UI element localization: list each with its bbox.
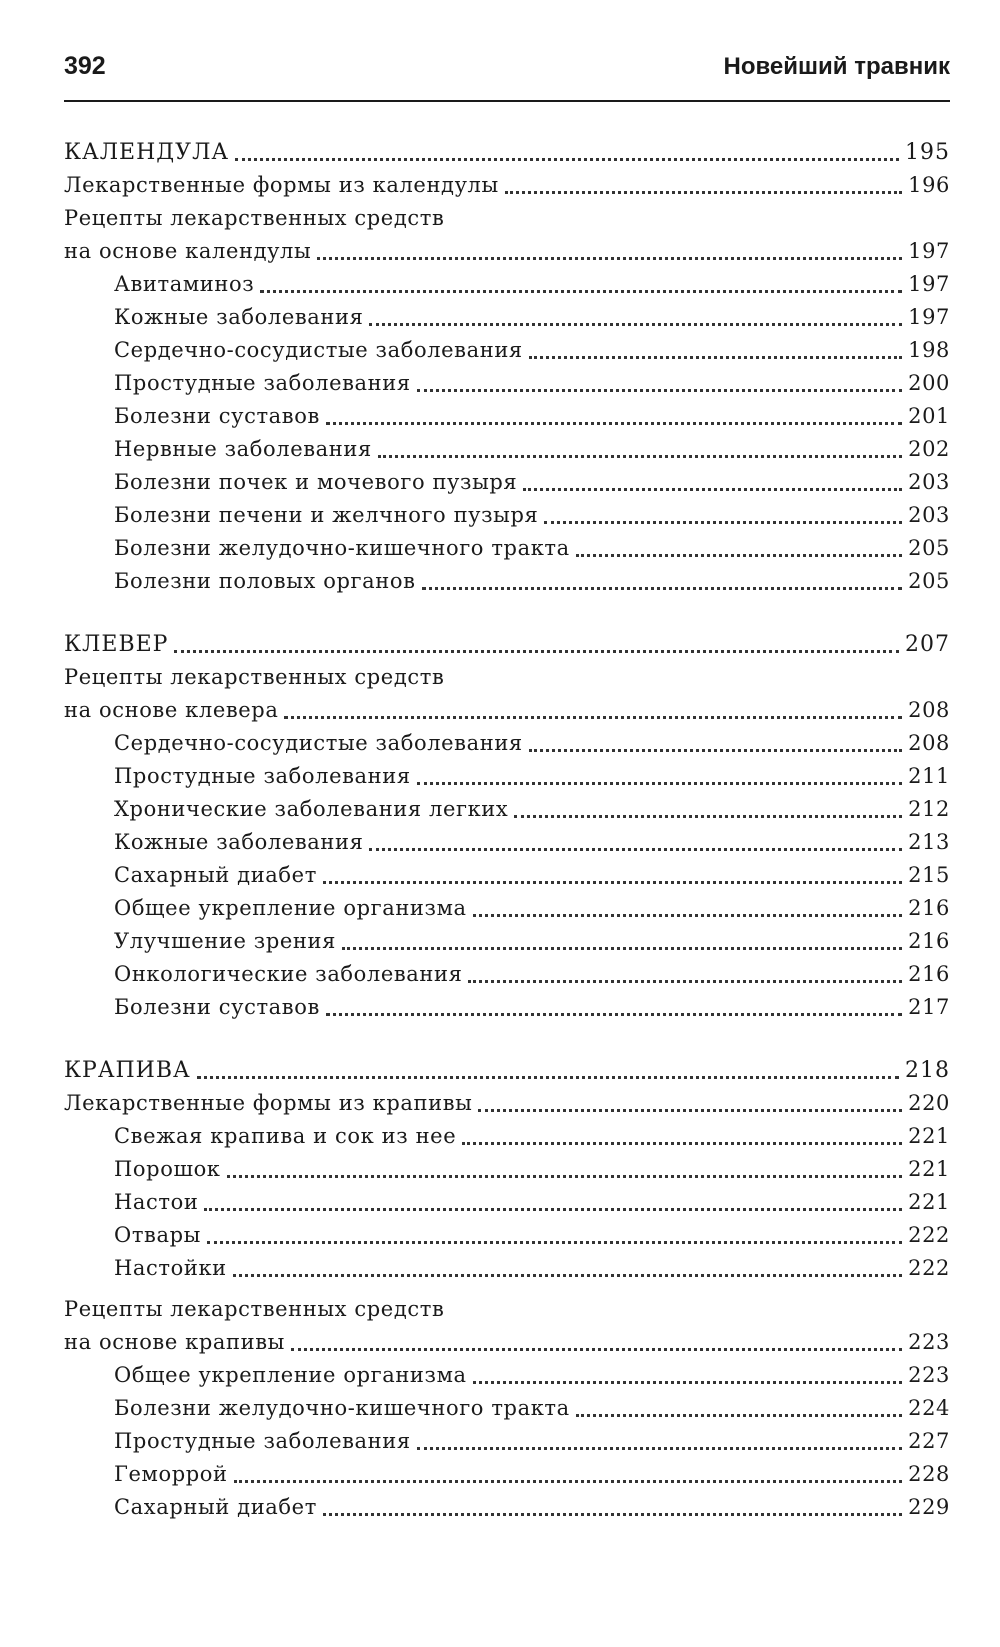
leader-dots [576,1414,902,1417]
toc-subentry[interactable] [64,565,950,598]
leader-dots [369,848,902,851]
toc-page-number: 200 [908,371,950,395]
toc-page-number: 205 [908,536,950,560]
toc-subentry-title: Кожные заболевания [114,305,364,329]
toc-subentry-title: Общее укрепление организма [114,896,467,920]
toc-subentry[interactable] [64,532,950,565]
toc-page-number: 220 [908,1091,950,1115]
toc-subentry[interactable] [64,1186,950,1219]
leader-dots [204,1208,902,1211]
toc-page-number: 221 [908,1190,950,1214]
toc-subentry[interactable] [64,466,950,499]
toc-page-number: 228 [908,1462,950,1486]
toc-page-number: 223 [908,1330,950,1354]
leader-dots [523,488,902,491]
toc-page-number: 195 [905,140,950,165]
toc-subentry[interactable] [64,1392,950,1425]
toc-chapter[interactable] [64,136,950,169]
toc-page-number: 198 [908,338,950,362]
leader-dots [422,587,902,590]
toc-subentry-title: Простудные заболевания [114,764,411,788]
toc-subentry[interactable] [64,334,950,367]
toc-page-number: 215 [908,863,950,887]
leader-dots [291,1348,902,1351]
leader-dots [473,1381,902,1384]
toc-subentry-title: Геморрой [114,1462,228,1486]
leader-dots [323,1513,902,1516]
toc-entry[interactable] [64,1326,950,1359]
toc-page-number: 224 [908,1396,950,1420]
toc-page-number: 216 [908,896,950,920]
toc-page-number: 211 [908,764,950,788]
toc-page-number: 207 [905,632,950,657]
running-header [64,52,950,81]
leader-dots [207,1241,902,1244]
table-of-contents [64,136,950,1548]
toc-entry-title-line2: на основе крапивы [64,1330,285,1354]
leader-dots [317,257,902,260]
toc-subentry[interactable] [64,301,950,334]
toc-entry-title-line1[interactable]: Рецепты лекарственных средств [64,206,445,230]
toc-subentry[interactable] [64,1219,950,1252]
toc-subentry[interactable] [64,1359,950,1392]
toc-page-number: 223 [908,1363,950,1387]
leader-dots [473,914,902,917]
toc-subentry-title: Порошок [114,1157,221,1181]
toc-subentry-title: Сердечно-сосудистые заболевания [114,731,523,755]
leader-dots [235,158,899,161]
leader-dots [529,749,902,752]
leader-dots [544,521,902,524]
toc-subentry[interactable] [64,1458,950,1491]
leader-dots [417,389,902,392]
toc-subentry[interactable] [64,1252,950,1285]
toc-entry[interactable] [64,235,950,268]
toc-subentry[interactable] [64,760,950,793]
toc-entry-title: Лекарственные формы из крапивы [64,1091,473,1115]
toc-subentry-title: Нервные заболевания [114,437,372,461]
toc-entry-title: Лекарственные формы из календулы [64,173,499,197]
toc-page-number: 202 [908,437,950,461]
toc-subentry[interactable] [64,1120,950,1153]
toc-subentry-title: Сердечно-сосудистые заболевания [114,338,523,362]
toc-subentry-title: Болезни желудочно-кишечного тракта [114,536,570,560]
toc-page-number: 227 [908,1429,950,1453]
leader-dots [378,455,902,458]
toc-subentry-title: Свежая крапива и сок из нее [114,1124,457,1148]
toc-subentry-title: Онкологические заболевания [114,962,463,986]
toc-page-number: 203 [908,503,950,527]
toc-section-calendula [64,136,950,598]
toc-page-number: 218 [905,1058,950,1083]
toc-subentry[interactable] [64,499,950,532]
toc-subentry[interactable] [64,991,950,1024]
toc-page-number: 196 [908,173,950,197]
leader-dots [342,947,902,950]
toc-subentry[interactable] [64,1153,950,1186]
leader-dots [233,1274,902,1277]
leader-dots [462,1142,902,1145]
toc-entry[interactable] [64,1087,950,1120]
toc-subentry-title: Болезни суставов [114,404,320,428]
toc-section-clover [64,628,950,1024]
toc-chapter-title: КАЛЕНДУЛА [64,140,230,165]
toc-subentry[interactable] [64,367,950,400]
toc-page-number: 222 [908,1223,950,1247]
toc-page-number: 216 [908,929,950,953]
toc-subentry[interactable] [64,859,950,892]
toc-page-number: 197 [908,272,950,296]
toc-subentry-title: Авитаминоз [114,272,255,296]
toc-page-number: 203 [908,470,950,494]
leader-dots [505,191,902,194]
leader-dots [326,422,902,425]
toc-entry-title-line2: на основе клевера [64,698,279,722]
leader-dots [529,356,902,359]
toc-page-number: 205 [908,569,950,593]
toc-subentry-title: Болезни желудочно-кишечного тракта [114,1396,570,1420]
toc-subentry[interactable] [64,1491,950,1524]
toc-page-number: 208 [908,731,950,755]
toc-entry[interactable] [64,169,950,202]
toc-subentry-title: Болезни суставов [114,995,320,1019]
toc-section-nettle [64,1054,950,1524]
leader-dots [174,650,899,653]
toc-page-number: 221 [908,1124,950,1148]
toc-subentry[interactable] [64,727,950,760]
toc-subentry-title: Отвары [114,1223,201,1247]
toc-subentry[interactable] [64,958,950,991]
toc-subentry-title: Кожные заболевания [114,830,364,854]
toc-subentry[interactable] [64,400,950,433]
leader-dots [478,1109,902,1112]
toc-page-number: 217 [908,995,950,1019]
toc-subentry[interactable] [64,1425,950,1458]
leader-dots [323,881,902,884]
toc-subentry[interactable] [64,793,950,826]
toc-subentry-title: Улучшение зрения [114,929,336,953]
toc-page-number: 229 [908,1495,950,1519]
toc-page-number: 221 [908,1157,950,1181]
toc-subentry-title: Болезни половых органов [114,569,416,593]
toc-subentry[interactable] [64,892,950,925]
leader-dots [417,782,902,785]
toc-subentry-title: Простудные заболевания [114,1429,411,1453]
toc-page-number: 212 [908,797,950,821]
toc-page-number: 197 [908,239,950,263]
toc-chapter-title: КРАПИВА [64,1058,191,1083]
toc-subentry-title: Настойки [114,1256,227,1280]
leader-dots [369,323,902,326]
toc-entry-title-line2: на основе календулы [64,239,312,263]
toc-page-number: 208 [908,698,950,722]
leader-dots [197,1076,899,1079]
toc-page-number: 213 [908,830,950,854]
toc-subentry-title: Сахарный диабет [114,1495,317,1519]
toc-subentry-title: Хронические заболевания легких [114,797,509,821]
leader-dots [514,815,902,818]
toc-chapter-title: КЛЕВЕР [64,632,169,657]
toc-entry-title-line1[interactable]: Рецепты лекарственных средств [64,665,445,689]
toc-subentry[interactable] [64,826,950,859]
toc-subentry-title: Общее укрепление организма [114,1363,467,1387]
book-title: Новейший травник [723,53,950,80]
leader-dots [260,290,902,293]
toc-entry[interactable] [64,694,950,727]
header-divider [64,100,950,102]
toc-page-number: 201 [908,404,950,428]
toc-page-number: 216 [908,962,950,986]
toc-subentry-title: Сахарный диабет [114,863,317,887]
toc-subentry-title: Настои [114,1190,199,1214]
leader-dots [284,716,902,719]
toc-chapter[interactable] [64,628,950,661]
leader-dots [468,980,902,983]
toc-subentry[interactable] [64,433,950,466]
toc-page-number: 197 [908,305,950,329]
toc-entry-title-line1[interactable]: Рецепты лекарственных средств [64,1297,445,1321]
toc-subentry[interactable] [64,268,950,301]
leader-dots [326,1013,902,1016]
leader-dots [576,554,902,557]
leader-dots [234,1480,902,1483]
leader-dots [417,1447,902,1450]
toc-subentry-title: Простудные заболевания [114,371,411,395]
toc-subentry[interactable] [64,925,950,958]
toc-chapter[interactable] [64,1054,950,1087]
leader-dots [227,1175,902,1178]
toc-subentry-title: Болезни печени и желчного пузыря [114,503,539,527]
toc-subentry-title: Болезни почек и мочевого пузыря [114,470,518,494]
toc-page-number: 222 [908,1256,950,1280]
page-number: 392 [64,52,106,80]
